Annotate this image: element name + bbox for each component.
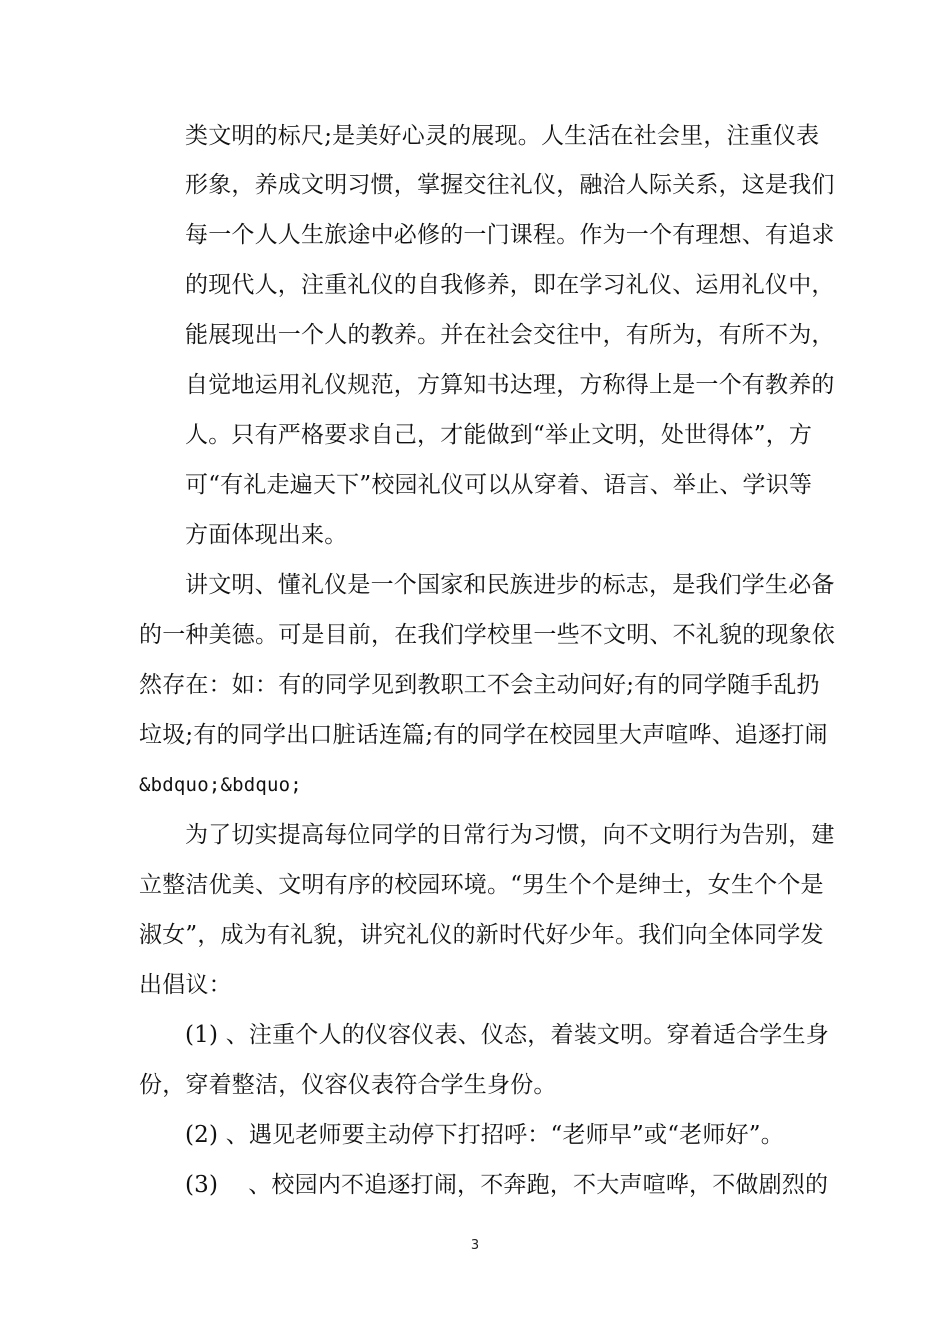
page-number: 3 — [470, 1238, 480, 1253]
text-line: 出倡议： — [139, 972, 232, 998]
text-line: 形象，养成文明习惯，掌握交往礼仪，融洽人际关系，这是我们 — [185, 172, 835, 198]
text-line: 方面体现出来。 — [185, 522, 348, 548]
text-line: 能展现出一个人的教养。并在社会交往中，有所为，有所不为， — [185, 322, 835, 348]
text-line: 自觉地运用礼仪规范，方算知书达理，方称得上是一个有教养的 — [185, 372, 835, 398]
text-line: (3) 、校园内不追逐打闹，不奔跑，不大声喧哗，不做剧烈的 — [185, 1172, 829, 1198]
text-line: 类文明的标尺;是美好心灵的展现。人生活在社会里，注重仪表 — [185, 123, 820, 149]
text-line: 然存在：如：有的同学见到教职工不会主动问好;有的同学随手乱扔 — [139, 672, 820, 698]
text-line: 人。只有严格要求自己，才能做到“举止文明，处世得体”，方 — [185, 422, 813, 448]
text-line: 的现代人，注重礼仪的自我修养，即在学习礼仪、运用礼仪中， — [185, 272, 835, 298]
text-line: 垃圾;有的同学出口脏话连篇;有的同学在校园里大声喧哗、追逐打闹 — [139, 722, 828, 748]
text-line: 份，穿着整洁，仪容仪表符合学生身份。 — [139, 1072, 557, 1098]
text-line: 讲文明、懂礼仪是一个国家和民族进步的标志，是我们学生必备 — [185, 572, 835, 598]
text-line: (1) 、注重个人的仪容仪表、仪态，着装文明。穿着适合学生身 — [185, 1022, 829, 1048]
text-line: (2) 、遇见老师要主动停下打招呼：“老师早”或“老师好”。 — [185, 1122, 784, 1148]
text-line: 的一种美德。可是目前，在我们学校里一些不文明、不礼貌的现象依 — [139, 622, 835, 648]
text-line: 每一个人人生旅途中必修的一门课程。作为一个有理想、有追求 — [185, 222, 835, 248]
text-line: 为了切实提高每位同学的日常行为习惯，向不文明行为告别，建 — [185, 822, 835, 848]
text-line: &bdquo;&bdquo; — [139, 774, 302, 796]
text-line: 淑女”，成为有礼貌，讲究礼仪的新时代好少年。我们向全体同学发 — [139, 922, 824, 948]
text-line: 可“有礼走遍天下”校园礼仪可以从穿着、语言、举止、学识等 — [185, 472, 813, 498]
text-line: 立整洁优美、文明有序的校园环境。“男生个个是绅士，女生个个是 — [139, 872, 824, 898]
